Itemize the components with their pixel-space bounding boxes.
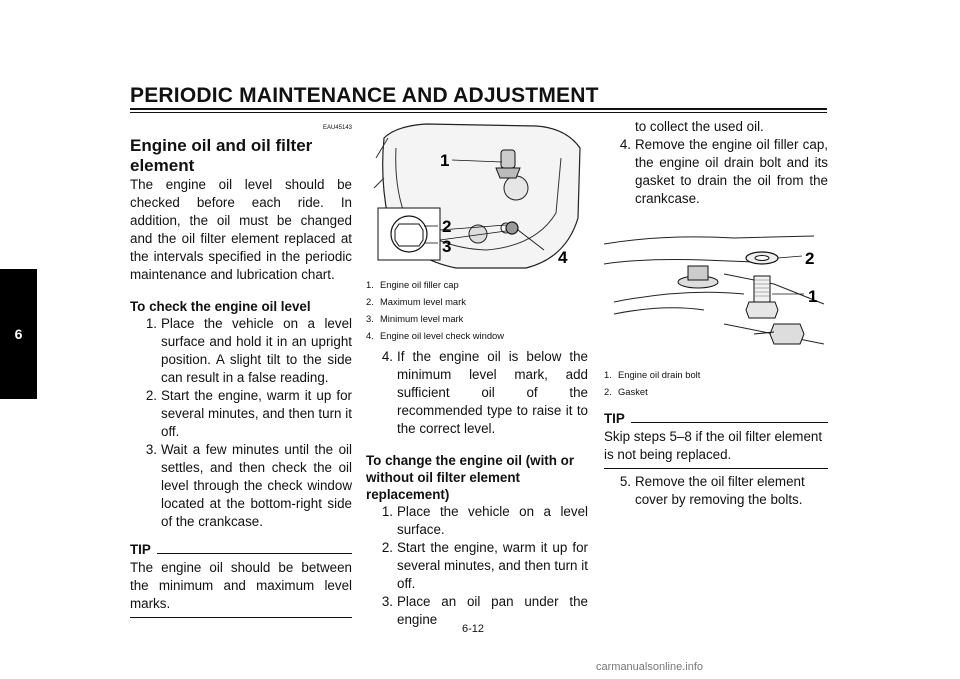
drain-bolt-figure	[604, 214, 828, 362]
drain-bolt-illustration	[604, 214, 828, 362]
page-header-title: PERIODIC MAINTENANCE AND ADJUSTMENT	[130, 84, 599, 107]
step-number: 3.	[145, 442, 157, 457]
check-oil-heading: To check the engine oil level	[130, 299, 311, 314]
change-oil-heading: To change the engine oil (with or without oil filter element replacement)	[366, 453, 575, 502]
tip-header	[604, 410, 828, 428]
left-column	[130, 118, 352, 618]
figure-callout: 4	[558, 248, 568, 267]
step-number: 5.	[619, 474, 631, 489]
step-text: Place the vehicle on a level surface.	[397, 504, 588, 537]
figure-callout: 1	[808, 287, 818, 306]
tip-end-rule	[604, 468, 828, 469]
step-text: Remove the oil filter element cover by removing the bolts.	[635, 474, 805, 507]
figure-captions	[366, 276, 588, 344]
header-rule	[130, 108, 827, 110]
step-text: Remove the engine oil filler cap, the engine oil drain bolt and its gasket to drain the oil from the crankcase.	[635, 137, 828, 206]
step-text: Wait a few minutes until the oil settles, and then check the oil level through the check window located at the bottom-right side of the crankcase.	[161, 442, 352, 529]
step-item	[366, 348, 588, 438]
step-continuation	[604, 118, 828, 136]
caption-item: 1. Engine oil drain bolt	[604, 369, 701, 380]
tip-text: Skip steps 5–8 if the oil filter element is not being replaced.	[604, 429, 823, 462]
step-item	[130, 387, 352, 441]
oil-level-figure	[366, 118, 588, 276]
step-item	[604, 473, 828, 509]
tip-header	[130, 541, 352, 559]
chapter-tab-label: 6	[14, 326, 23, 342]
step-text: to collect the used oil.	[635, 119, 764, 134]
caption-item: 1. Engine oil filler cap	[366, 279, 459, 290]
caption-item: 2. Maximum level mark	[366, 296, 466, 307]
figure-callout: 2	[442, 217, 452, 236]
figure-callout: 3	[442, 237, 452, 256]
section-code: EAU45143	[322, 125, 352, 131]
figure-captions	[604, 366, 828, 400]
step-number: 2.	[381, 540, 393, 555]
step-item	[366, 503, 588, 539]
chapter-tab[interactable]	[0, 269, 37, 399]
step-item	[366, 539, 588, 593]
tip-text: The engine oil should be between the minimum and maximum level marks.	[130, 560, 352, 611]
step-number: 3.	[381, 594, 393, 609]
section-title: Engine oil and oil filter element	[130, 136, 313, 175]
figure-callout: 1	[440, 151, 450, 170]
right-column	[604, 118, 828, 509]
step-item	[130, 315, 352, 387]
step-item	[604, 136, 828, 208]
step-text: Start the engine, warm it up for several minutes, and then turn it off.	[161, 388, 352, 439]
intro-paragraph: The engine oil level should be checked before each ride. In addition, the oil must be changed and the oil filter element replaced at the intervals specified in the periodic maintenance and lubrication chart.	[130, 177, 352, 282]
figure-callout: 2	[805, 249, 815, 268]
header-rule-thin	[130, 112, 827, 113]
caption-item: 4. Engine oil level check window	[366, 330, 505, 341]
step-number: 4.	[619, 137, 631, 152]
step-number: 4.	[381, 349, 393, 364]
step-text: Start the engine, warm it up for several minutes, and then turn it off.	[397, 540, 588, 591]
step-text: Place an oil pan under the engine	[397, 594, 588, 627]
engine-oil-level-illustration	[366, 118, 588, 276]
middle-column	[366, 118, 588, 629]
step-text: Place the vehicle on a level surface and hold it in an upright position. A slight tilt to the side can result in a false reading.	[161, 316, 352, 385]
step-item	[130, 441, 352, 531]
caption-item: 3. Minimum level mark	[366, 313, 464, 324]
step-number: 1.	[145, 316, 157, 331]
step-text: If the engine oil is below the minimum level mark, add sufficient oil of the recommended type to raise it to the correct level.	[397, 349, 588, 436]
page-number: 6-12	[462, 623, 485, 635]
tip-label: TIP	[130, 542, 151, 557]
tip-end-rule	[130, 617, 352, 618]
watermark: carmanualsonline.info	[596, 661, 704, 673]
caption-item: 2. Gasket	[604, 386, 648, 397]
tip-label: TIP	[604, 411, 625, 426]
step-number: 2.	[145, 388, 157, 403]
step-number: 1.	[381, 504, 393, 519]
